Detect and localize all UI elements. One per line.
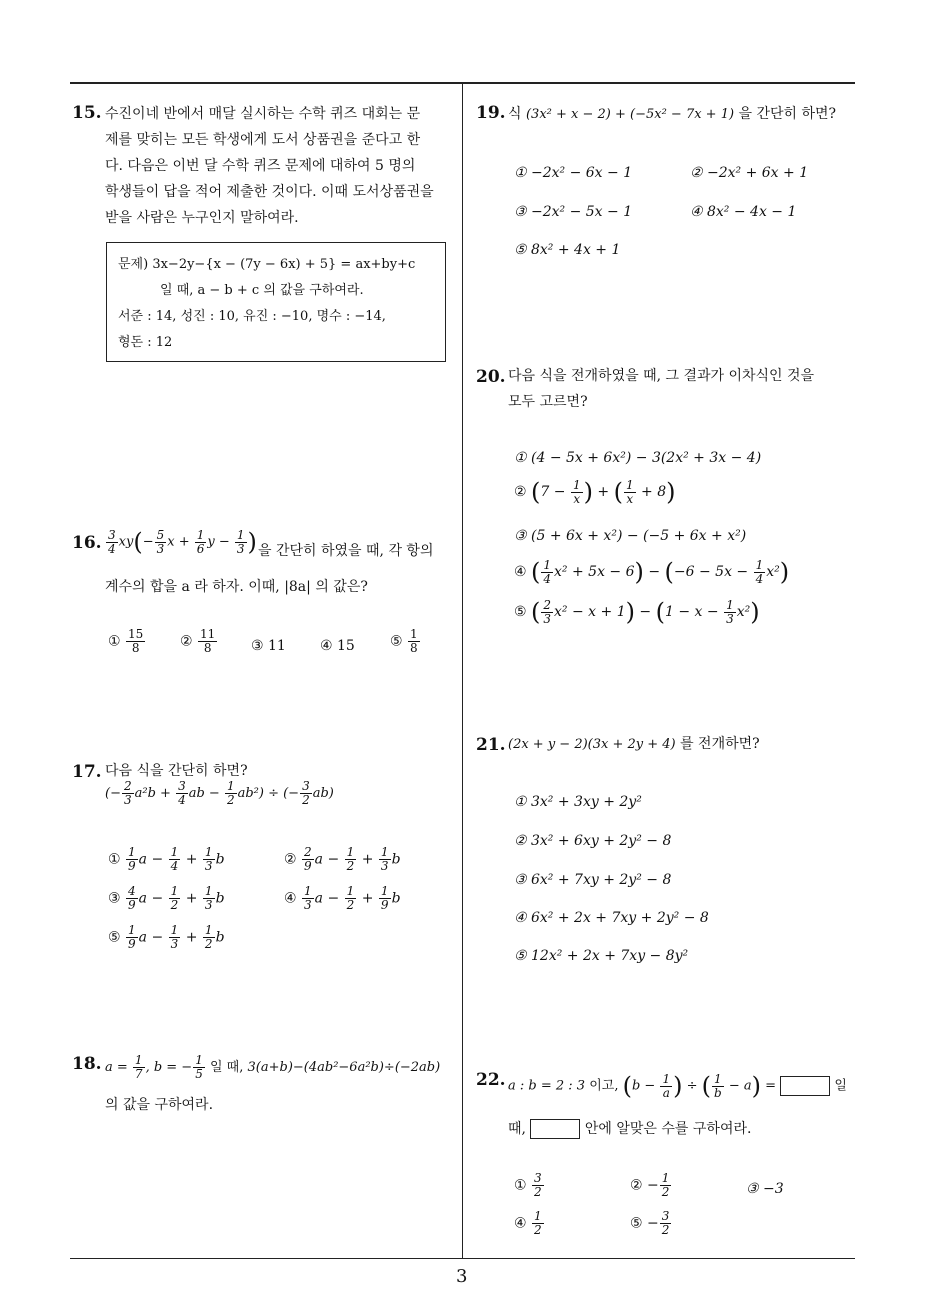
q16-line2: 계수의 합을 a 라 하자. 이때, |8a| 의 값은? [105,579,368,595]
q17-choice-5: ⑤ $\frac{1}{9}$ a − $\frac{1}{3}$ + $\frac{1}{2}$ b [108,923,225,951]
q15-line2: 제를 맞히는 모든 학생에게 도서 상품권을 준다고 한 [105,132,421,148]
q20-line2: 모두 고르면? [508,394,588,410]
q22-choice-1: ① $\frac{3}{2}$ [514,1171,542,1199]
q20-choice-1: ① (4 − 5x + 6x²) − 3(2x² + 3x − 4) [514,450,762,466]
q22-answer-blank-2 [530,1119,580,1139]
q15-line1: 수진이네 반에서 매달 실시하는 수학 퀴즈 대회는 문 [105,106,421,122]
q17-number: 17. [72,762,102,782]
q15-line4: 학생들이 답을 적어 제출한 것이다. 이때 도서상품권을 [105,184,434,200]
q15-line3: 다. 다음은 이번 달 수학 퀴즈 문제에 대하여 5 명의 [105,158,416,174]
q22-choice-5: ⑤ − $\frac{3}{2}$ [630,1209,670,1237]
bottom-rule [70,1258,855,1259]
q16-number: 16. [72,533,102,553]
q17-line1: 다음 식을 간단히 하면? [105,763,248,779]
q17-choice-4: ④ $\frac{1}{3}$ a − $\frac{1}{2}$ + $\frac{1}{9}$ b [284,884,401,912]
q19-choice-1: ① −2x² − 6x − 1 [514,165,633,181]
q19-choice-3: ③ −2x² − 5x − 1 [514,204,633,220]
q20-choice-3: ③ (5 + 6x + x²) − (−5 + 6x + x²) [514,528,747,544]
q21-line1: (2x + y − 2)(3x + 2y + 4) 를 전개하면? [508,736,760,752]
column-divider [462,84,463,1259]
q21-choice-1: ① 3x² + 3xy + 2y² [514,794,642,810]
q21-choice-4: ④ 6x² + 2x + 7xy + 2y² − 8 [514,910,709,926]
q20-choice-4: ④ ( $\frac{1}{4}$ x² + 5x − 6) − (−6 − 5x − $\frac{1}{4}$ x²) [514,557,790,586]
q15-box-line4: 형돈 : 12 [118,335,173,350]
q22-answer-blank [780,1076,830,1096]
q21-choice-3: ③ 6x² + 7xy + 2y² − 8 [514,872,672,888]
q19-line1: 식 (3x² + x − 2) + (−5x² − 7x + 1) 을 간단히 하면? [508,106,837,122]
q20-choice-5: ⑤ ( $\frac{2}{3}$ x² − x + 1) − (1 − x − $\frac{1}{3}$ x²) [514,597,760,626]
q18-line2: 의 값을 구하여라. [105,1097,214,1113]
q15-box-line1: 문제) 3x−2y−{x − (7y − 6x) + 5} = ax+by+c [118,257,416,272]
q21-choice-5: ⑤ 12x² + 2x + 7xy − 8y² [514,948,689,964]
q17-choice-2: ② $\frac{2}{9}$ a − $\frac{1}{2}$ + $\frac{1}{3}$ b [284,845,401,873]
q16-expression: $\frac{3}{4}$ xy(− $\frac{5}{3}$ x + $\frac{1}{6}$ y − $\frac{1}{3}$ ) [108,527,257,556]
q19-number: 19. [476,103,506,123]
q15-number: 15. [72,103,102,123]
q17-choice-3: ③ $\frac{4}{9}$ a − $\frac{1}{2}$ + $\frac{1}{3}$ b [108,884,225,912]
q22-choice-4: ④ $\frac{1}{2}$ [514,1209,542,1237]
q17-choice-1: ① $\frac{1}{9}$ a − $\frac{1}{4}$ + $\frac{1}{3}$ b [108,845,225,873]
q18-number: 18. [72,1054,102,1074]
q15-line5: 받을 사람은 누구인지 말하여라. [105,210,299,226]
q16-choice-4: ④ 15 [320,638,355,654]
q21-number: 21. [476,735,506,755]
q22-number: 22. [476,1070,506,1090]
q22-line2: 때, 안에 알맞은 수를 구하여라. [508,1121,752,1137]
q20-choice-2: ② (7 − $\frac{1}{x}$ ) + ( $\frac{1}{x}$ + 8) [514,477,676,506]
q16-text: 을 간단히 하였을 때, 각 항의 [258,543,434,559]
q16-choice-3: ③ 11 [251,638,286,654]
q21-choice-2: ② 3x² + 6xy + 2y² − 8 [514,833,672,849]
q22-choice-3: ③ −3 [746,1181,784,1197]
q22-expression: a : b = 2 : 3 이고, (b − $\frac{1}{a}$ ) ÷ ( $\frac{1}{b}$ − a) = 일 [508,1071,847,1100]
page-number: 3 [456,1266,468,1287]
q18-expression: a = $\frac{1}{7}$ , b = − $\frac{1}{5}$ 일 때, 3(a+b)−(4ab²−6a²b)÷(−2ab) [105,1053,441,1081]
q19-choice-5: ⑤ 8x² + 4x + 1 [514,242,621,258]
q15-box-line3: 서준 : 14, 성진 : 10, 유진 : −10, 명수 : −14, [118,309,386,324]
q16-choice-5: ⑤ $\frac{1}{8}$ [390,627,418,655]
q16-choice-1: ① $\frac{15}{8}$ [108,627,144,655]
q20-number: 20. [476,367,506,387]
q15-box-line2: 일 때, a − b + c 의 값을 구하여라. [160,283,364,298]
q16-choice-2: ② $\frac{11}{8}$ [180,627,216,655]
q22-choice-2: ② − $\frac{1}{2}$ [630,1171,670,1199]
q20-line1: 다음 식을 전개하였을 때, 그 결과가 이차식인 것을 [508,368,815,384]
q17-expression: (− $\frac{2}{3}$ a²b + $\frac{3}{4}$ ab − $\frac{1}{2}$ ab²) ÷ (− $\frac{3}{2}$ ab) [105,779,334,807]
q19-choice-4: ④ 8x² − 4x − 1 [690,204,797,220]
q19-choice-2: ② −2x² + 6x + 1 [690,165,809,181]
